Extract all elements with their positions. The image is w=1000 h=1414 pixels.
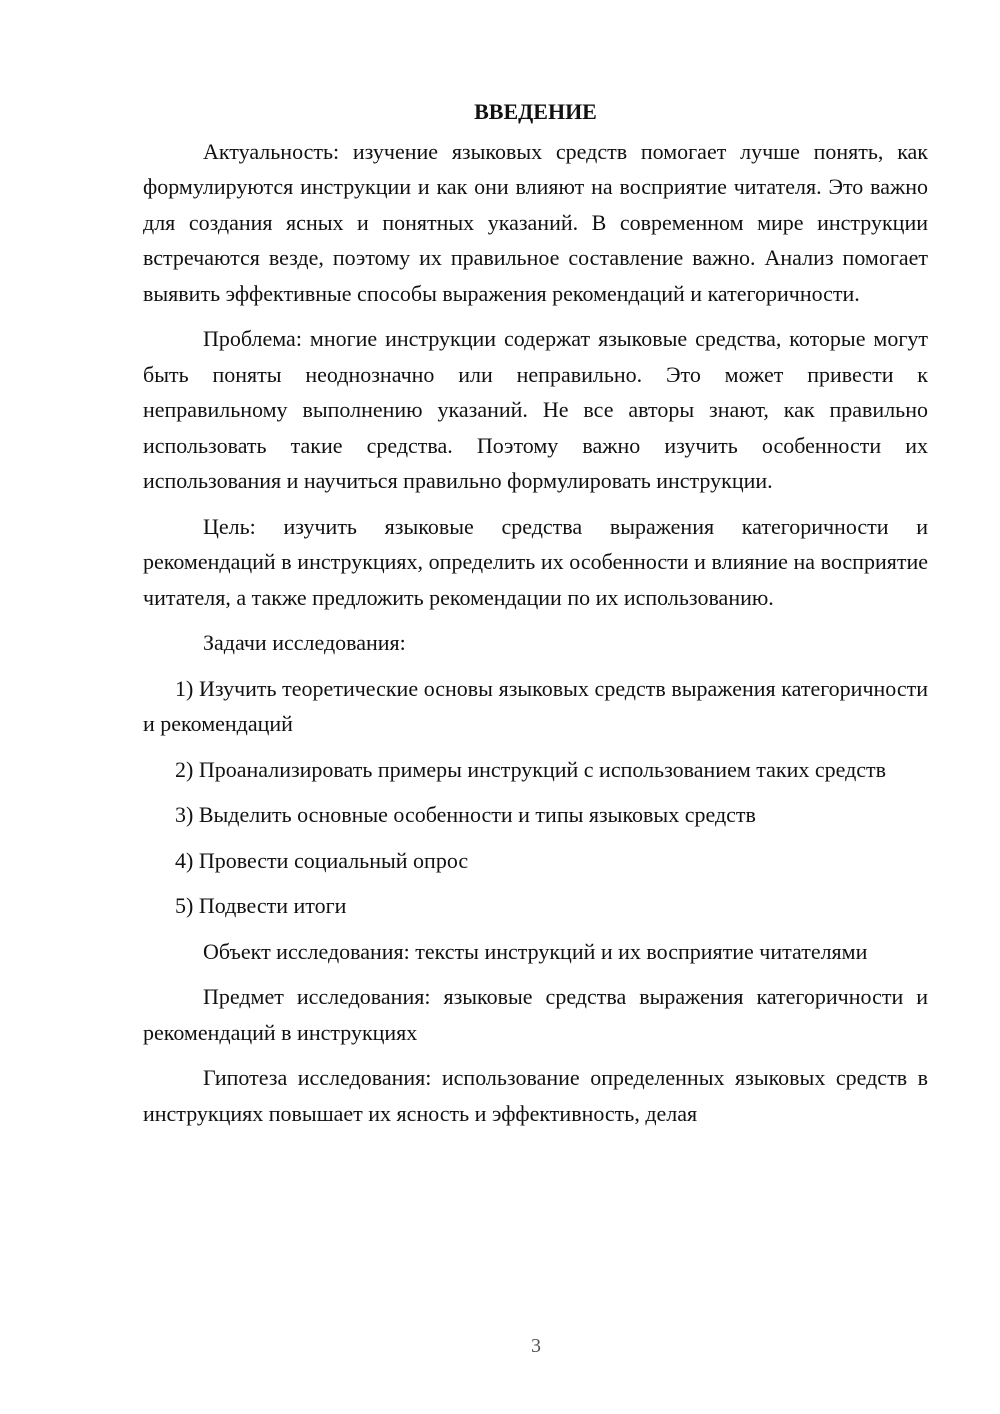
task-item-3: 3) Выделить основные особенности и типы языковых средств	[175, 802, 756, 827]
section-title: ВВЕДЕНИЕ	[474, 99, 597, 124]
paragraph-object: Объект исследования: тексты инструкций и их восприятие читателями	[203, 938, 868, 964]
page-content	[143, 94, 928, 1141]
paragraph-relevance: Актуальность: изучение языковых средств помогает лучше понять, как формулируются инструкции и как они влияют на восприятие читателя. Это важно для создания ясных и понятных указаний. В современном мире инструкции встречаются везде, поэтому их правильное составление важно. Анализ помогает выявить эффективные способы выражения рекомендаций и категоричности.	[143, 138, 928, 306]
paragraph-subject: Предмет исследования: языковые средства выражения категоричности и рекомендаций в инструкциях	[143, 984, 928, 1045]
paragraph-goal: Цель: изучить языковые средства выражения категоричности и рекомендаций в инструкциях, определить их особенности и влияние на восприятие читателя, а также предложить рекомендации по их использованию.	[143, 513, 928, 610]
task-item-1: 1) Изучить теоретические основы языковых средств выражения категоричности и рекомендаций	[143, 675, 928, 736]
paragraph-problem: Проблема: многие инструкции содержат языковые средства, которые могут быть поняты неоднозначно или неправильно. Это может привести к неправильному выполнению указаний. Не все авторы знают, как правильно использовать такие средства. Поэтому важно изучить особенности их использования и научиться правильно формулировать инструкции.	[143, 326, 928, 493]
paragraph-tasks-heading: Задачи исследования:	[203, 630, 406, 655]
task-item-4: 4) Провести социальный опрос	[175, 847, 469, 873]
task-item-5: 5) Подвести итоги	[175, 893, 347, 918]
page-number: 3	[531, 1335, 541, 1357]
task-item-2: 2) Проанализировать примеры инструкций с использованием таких средств	[175, 756, 887, 782]
paragraph-hypothesis: Гипотеза исследования: использование определенных языковых средств в инструкциях повышает их ясность и эффективность, делая	[143, 1065, 928, 1126]
